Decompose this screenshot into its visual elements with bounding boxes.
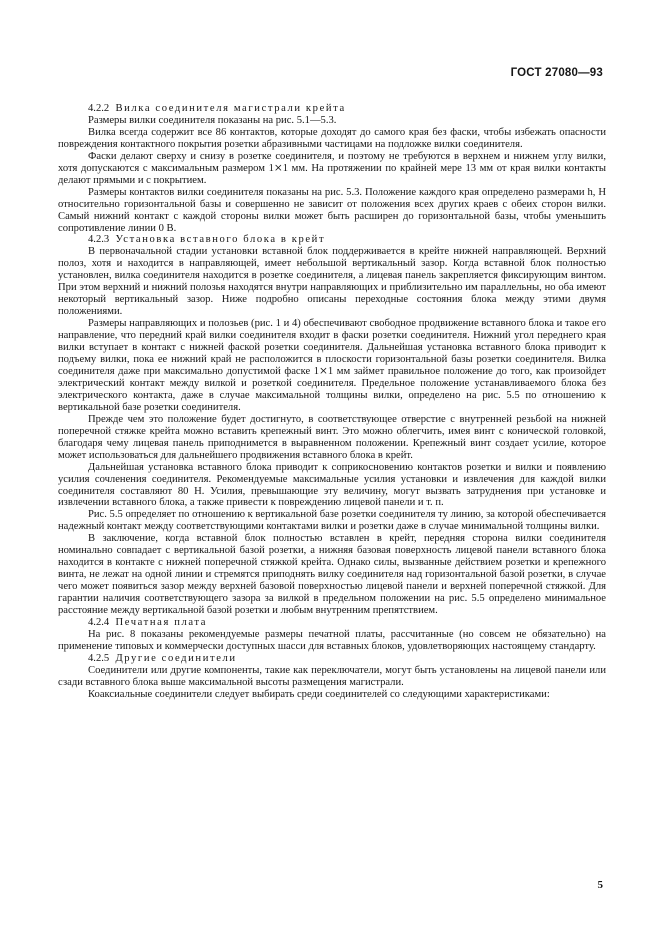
section-heading bbox=[58, 234, 606, 246]
paragraph: Коаксиальные соединители следует выбирать среди соединителей со следующими характеристиками: bbox=[88, 688, 550, 700]
paragraph: Размеры вилки соединителя показаны на рис. 5.1—5.3. bbox=[88, 114, 337, 126]
section-title: Установка вставного блока в крейт bbox=[115, 234, 326, 246]
paragraph: Соединители или другие компоненты, такие как переключатели, могут быть установлены на лицевой панели или сзади вставного блока выше максимальной высоты размещения магистрали. bbox=[58, 664, 606, 688]
standard-code-header: ГОСТ 27080—93 bbox=[510, 67, 603, 79]
paragraph: Размеры направляющих и полозьев (рис. 1 и 4) обеспечивают свободное продвижение вставного блока и такое его направление, что передний край вилки соединителя входит в фаски розетки соединителя. Нижний угол переднего края вилки вступает в контакт с нижней фаской розетки соединителя. Дальнейшая установка вставного блока приводит к подъему вилки, пока ее нижний край не расположится в плоскости горизонтальной базы розетки соединителя. Вилка соединителя даже при максимально допустимой фаске 1⨯1 мм займет правильное положение до того, как произойдет электрический контакт между вилкой и розеткой соединителя. Предельное положение устанавливаемого блока без электрического контакта, даже в случае максимальной толщины вилки, определено на рис. 5.5 по отношению к вертикальной базе розетки соединителя. bbox=[58, 318, 606, 413]
section-number: 4.2.2 bbox=[88, 103, 110, 114]
paragraph: Фаски делают сверху и снизу в розетке соединителя, и поэтому не требуются в верхнем и нижнем углу вилки, хотя допускаются с максимальным размером 1⨯1 мм. На протяжении по крайней мере 13 мм от края вилки контакты делают прямыми и с покрытием. bbox=[58, 150, 606, 186]
section-heading bbox=[58, 653, 606, 665]
paragraph: Прежде чем это положение будет достигнуто, в соответствующее отверстие с внутренней резьбой на нижней поперечной стяжке крейта можно вставить крепежный винт. Это можно облегчить, имея винт с конической головкой, благодаря чему лицевая панель приподнимется в выравненном положении. Крепежный винт создает усилие, которое может использоваться для дальнейшего продвижения вставного блока в крейт. bbox=[58, 413, 606, 461]
section-title: Вилка соединителя магистрали крейта bbox=[115, 103, 346, 114]
section-number: 4.2.4 bbox=[88, 616, 110, 628]
body-text bbox=[58, 103, 606, 701]
section-title: Другие соединители bbox=[115, 652, 237, 664]
paragraph: В первоначальной стадии установки вставной блок поддерживается в крейте нижней направляющей. Верхний полоз, хотя и находится в направляющей, имеет небольшой вертикальный зазор. Когда вставной блок полностью установлен, вилка соединителя находится в розетке соединителя, а лицевая панель закрепляется фиксирующим винтом. При этом верхний и нижний полозья находятся внутри направляющих и приблизительно им параллельны, но оба имеют некоторый вертикальный зазор. Ниже подробно описаны переходные состояния блока между этими двумя положениями. bbox=[58, 246, 606, 318]
page-number: 5 bbox=[597, 879, 603, 891]
paragraph: На рис. 8 показаны рекомендуемые размеры печатной платы, рассчитанные (но совсем не обязательно) на применение типовых и коммерчески доступных шасси для вставных блоков, удовлетворяющих настоящему стандарту. bbox=[58, 628, 606, 652]
paragraph: Рис. 5.5 определяет по отношению к вертикальной базе розетки соединителя ту линию, за которой обеспечивается надежный контакт между соответствующими контактами вилки и розетки даже в случае минимальной толщины вилки. bbox=[58, 509, 607, 533]
paragraph: В заключение, когда вставной блок полностью вставлен в крейт, передняя сторона вилки соединителя номинально совпадает с вертикальной базой розетки, а нижняя базовая поверхность лицевой панели вставного блока находится в контакте с нижней поперечной стяжкой крейта. Однако силы, вызванные действием розетки и крепежного винта, не лежат на одной линии и стремятся приподнять вилку соединителя над горизонтальной базой розетки, в случае чего может появиться зазор между верхней базовой поверхностью лицевой панели и верхней поперечной стяжкой. Для гарантии наличия соответствующего зазора за вилкой в предельном положении на рис. 5.5 определено минимальное расстояние между вертикальной базой розетки и любым внутренним препятствием. bbox=[58, 533, 606, 617]
section-heading bbox=[58, 103, 606, 115]
section-title: Печатная плата bbox=[115, 616, 208, 628]
paragraph: Вилка всегда содержит все 86 контактов, которые доходят до самого края без фаски, чтобы избежать опасности повреждения контактного покрытия розетки абразивными частицами на подложке вилки соединителя. bbox=[58, 126, 606, 150]
section-number: 4.2.3 bbox=[88, 234, 110, 246]
paragraph: Размеры контактов вилки соединителя показаны на рис. 5.3. Положение каждого края определено размерами h, H относительно горизонтальной базы и совершенно не зависит от положения всех других краев с обеих сторон вилки. Самый нижний контакт с каждой стороны вилки может быть расширен до горизонтальной базы, чтобы уменьшить сопротивление линии 0 В. bbox=[58, 186, 606, 234]
section-heading bbox=[58, 617, 606, 629]
paragraph: Дальнейшая установка вставного блока приводит к соприкосновению контактов розетки и вилки и появлению усилия сочленения соединителя. Рекомендуемые максимальные усилия установки и извлечения для каждой вилки соединителя составляют 80 Н. Усилия, превышающие эту величину, могут вызвать затруднения при установке и извлечении вставного блока, а также привести к повреждению лицевой панели и т. п. bbox=[58, 461, 606, 509]
section-number: 4.2.5 bbox=[88, 652, 110, 664]
